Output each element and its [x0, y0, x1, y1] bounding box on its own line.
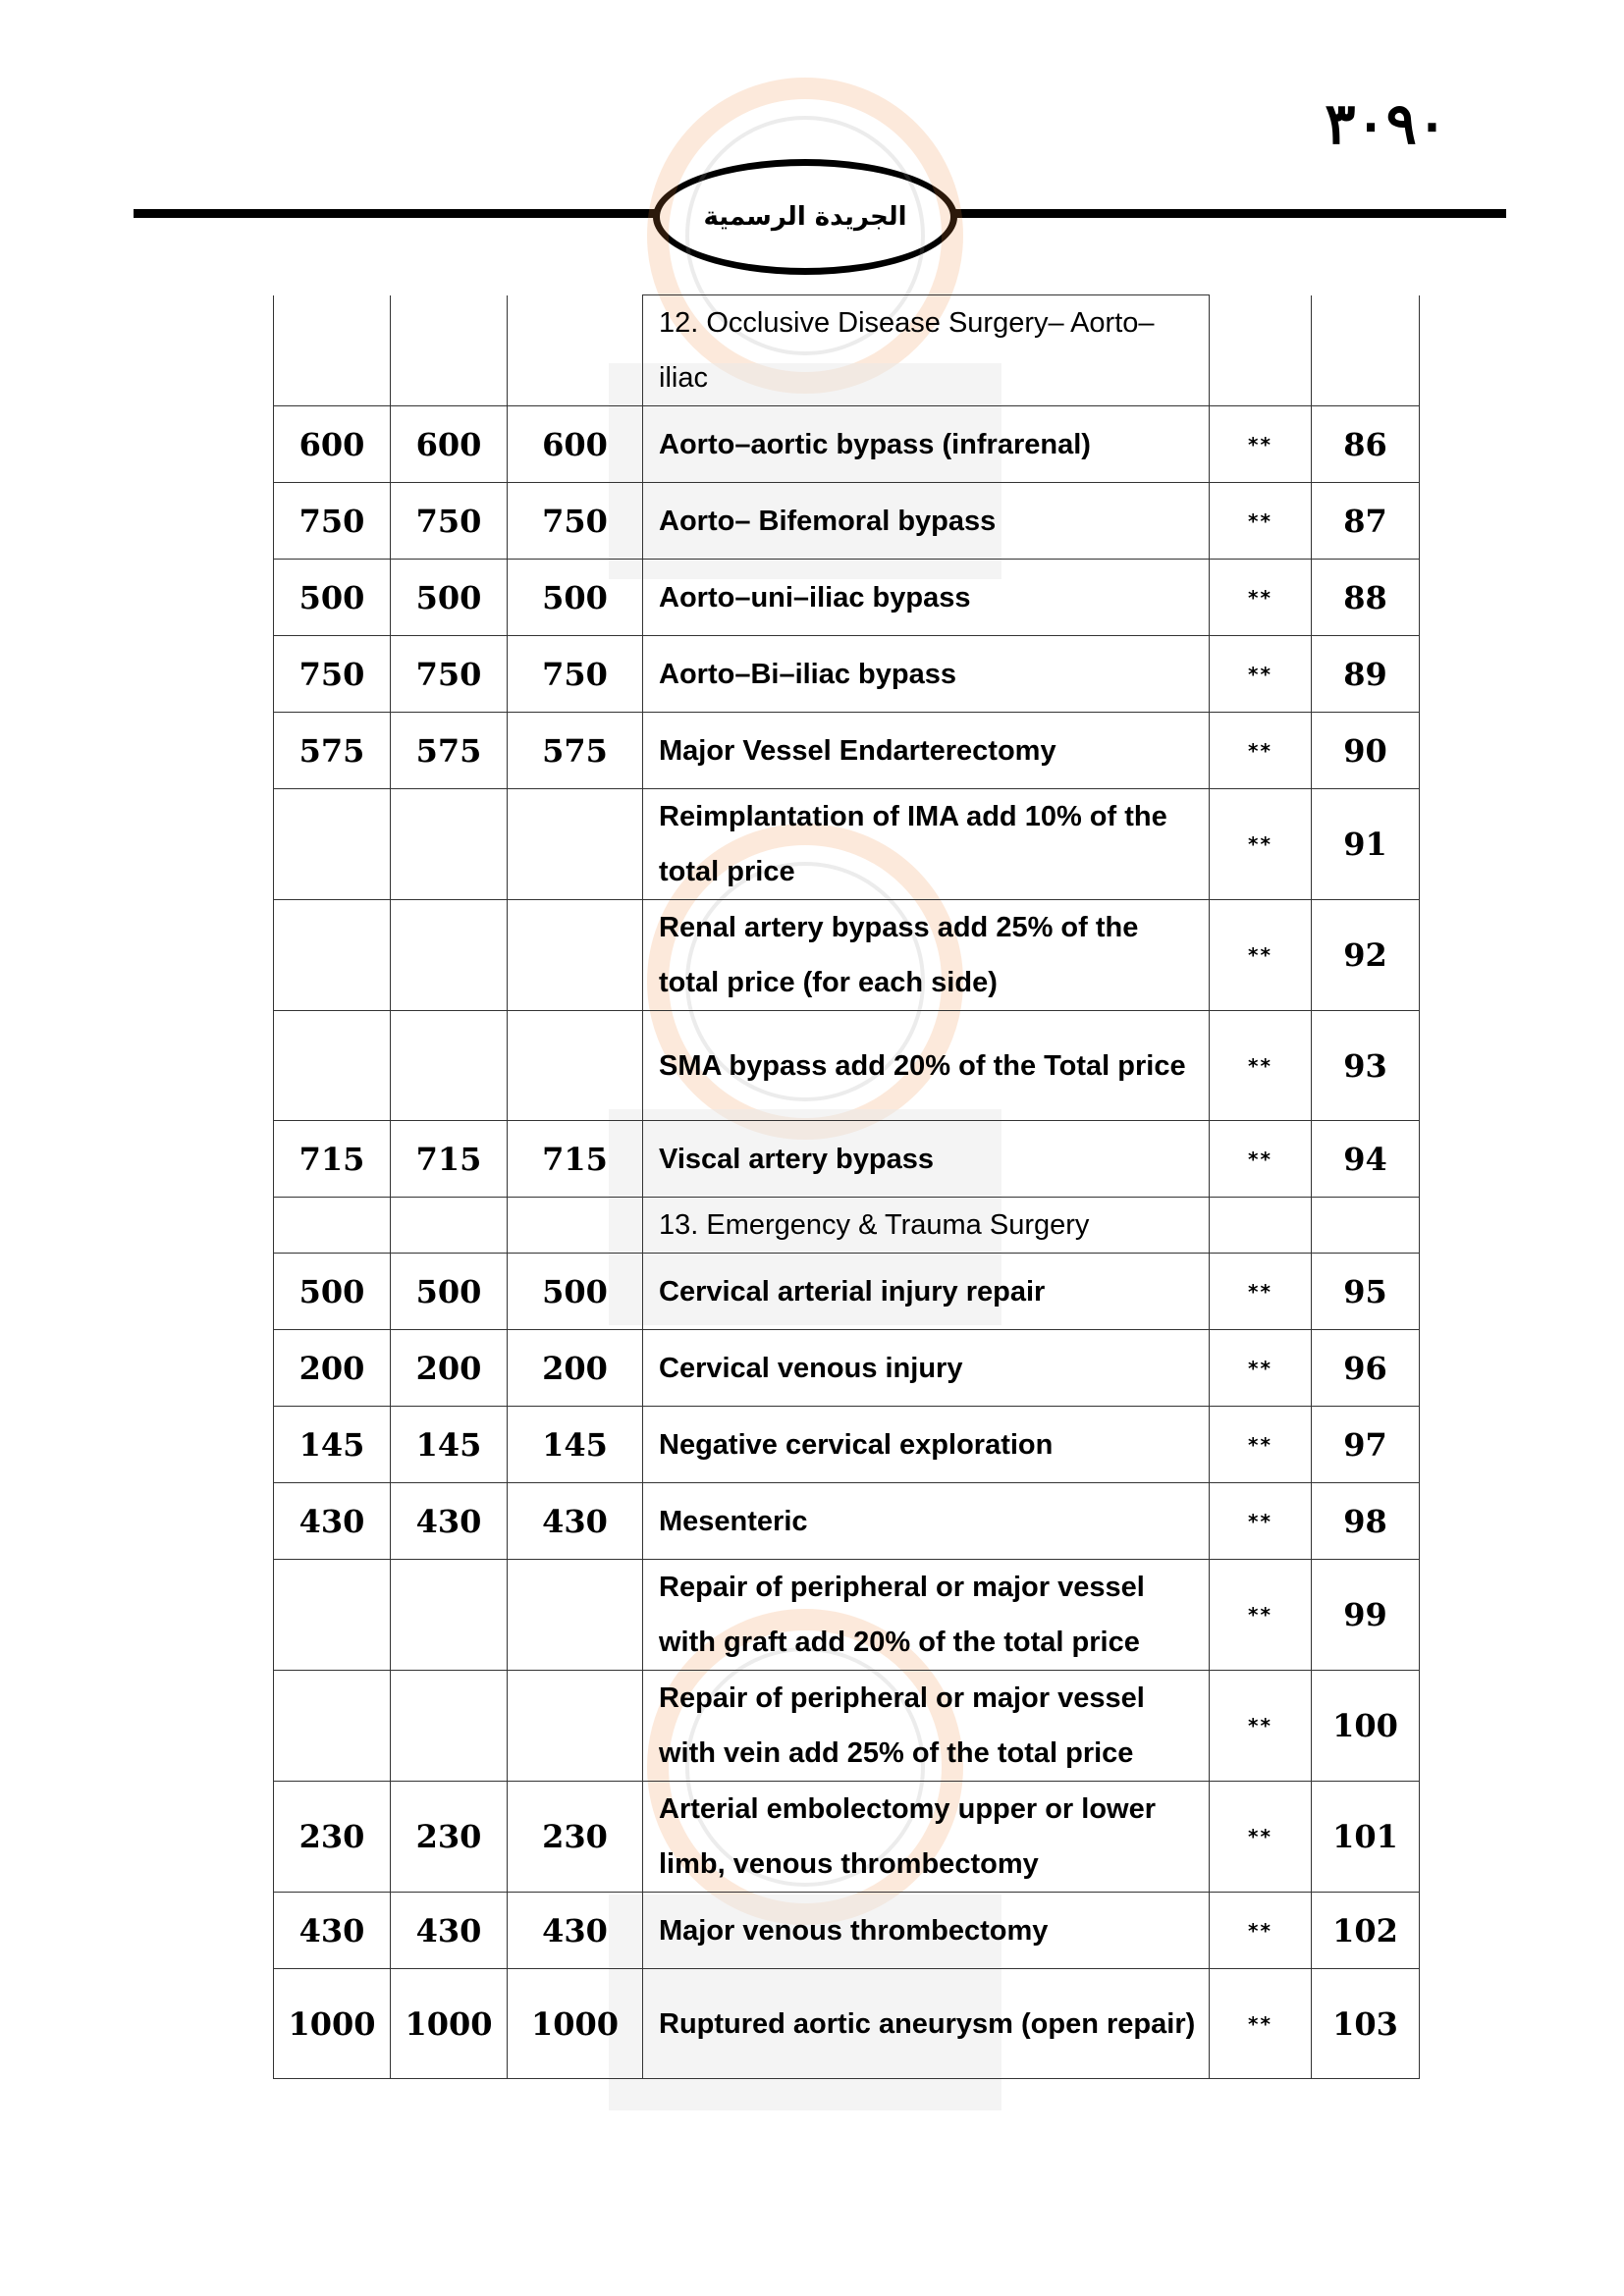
empty-cell — [1312, 1198, 1420, 1254]
item-number: 91 — [1312, 789, 1420, 900]
price-col-2: 230 — [391, 1782, 508, 1893]
price-col-1 — [274, 1560, 391, 1671]
price-col-1: 430 — [274, 1893, 391, 1969]
item-number: 103 — [1312, 1969, 1420, 2079]
item-number: 97 — [1312, 1407, 1420, 1483]
item-number: 90 — [1312, 713, 1420, 789]
price-col-2: 575 — [391, 713, 508, 789]
section-title: 13. Emergency & Trauma Surgery — [643, 1198, 1210, 1254]
marker: ** — [1210, 1011, 1312, 1121]
marker: ** — [1210, 1560, 1312, 1671]
marker: ** — [1210, 636, 1312, 713]
marker: ** — [1210, 1330, 1312, 1407]
price-col-3 — [508, 789, 643, 900]
procedure-description: Renal artery bypass add 25% of the total price (for each side) — [643, 900, 1210, 1011]
price-col-1 — [274, 1011, 391, 1121]
price-col-2: 500 — [391, 1254, 508, 1330]
marker: ** — [1210, 406, 1312, 483]
marker: ** — [1210, 713, 1312, 789]
price-col-1: 500 — [274, 1254, 391, 1330]
price-col-3: 500 — [508, 560, 643, 636]
procedure-description: Cervical venous injury — [643, 1330, 1210, 1407]
procedure-description: Cervical arterial injury repair — [643, 1254, 1210, 1330]
price-col-2: 430 — [391, 1483, 508, 1560]
table-row — [274, 1782, 1420, 1893]
table-row — [274, 406, 1420, 483]
gazette-title: الجريدة الرسمية — [703, 202, 907, 232]
price-col-3: 200 — [508, 1330, 643, 1407]
page-number: ٣٠٩٠ — [1325, 90, 1447, 157]
table-row — [274, 1893, 1420, 1969]
price-col-3: 230 — [508, 1782, 643, 1893]
price-col-1: 750 — [274, 483, 391, 560]
price-col-2 — [391, 900, 508, 1011]
item-number: 93 — [1312, 1011, 1420, 1121]
table-row — [274, 636, 1420, 713]
item-number: 88 — [1312, 560, 1420, 636]
item-number: 86 — [1312, 406, 1420, 483]
table-row — [274, 1330, 1420, 1407]
price-col-2: 750 — [391, 483, 508, 560]
price-col-3: 430 — [508, 1483, 643, 1560]
procedure-description: Negative cervical exploration — [643, 1407, 1210, 1483]
price-col-1: 145 — [274, 1407, 391, 1483]
section-header-row — [274, 295, 1420, 406]
price-col-2: 715 — [391, 1121, 508, 1198]
table-row — [274, 1407, 1420, 1483]
marker: ** — [1210, 1671, 1312, 1782]
table-row — [274, 900, 1420, 1011]
price-col-1 — [274, 900, 391, 1011]
item-number: 94 — [1312, 1121, 1420, 1198]
price-col-3: 750 — [508, 636, 643, 713]
procedure-description: Aorto– Bifemoral bypass — [643, 483, 1210, 560]
price-col-1: 750 — [274, 636, 391, 713]
price-col-3: 145 — [508, 1407, 643, 1483]
item-number: 98 — [1312, 1483, 1420, 1560]
price-col-1: 1000 — [274, 1969, 391, 2079]
price-col-3 — [508, 900, 643, 1011]
empty-cell — [391, 1198, 508, 1254]
table-row — [274, 1969, 1420, 2079]
price-col-2: 200 — [391, 1330, 508, 1407]
price-col-1: 500 — [274, 560, 391, 636]
item-number: 102 — [1312, 1893, 1420, 1969]
marker: ** — [1210, 1782, 1312, 1893]
empty-cell — [391, 295, 508, 406]
price-col-1: 600 — [274, 406, 391, 483]
item-number: 87 — [1312, 483, 1420, 560]
item-number: 89 — [1312, 636, 1420, 713]
procedure-description: Repair of peripheral or major vessel with graft add 20% of the total price — [643, 1560, 1210, 1671]
empty-cell — [274, 295, 391, 406]
price-col-3: 1000 — [508, 1969, 643, 2079]
price-col-2: 145 — [391, 1407, 508, 1483]
item-number: 101 — [1312, 1782, 1420, 1893]
empty-cell — [274, 1198, 391, 1254]
table-row — [274, 789, 1420, 900]
item-number: 99 — [1312, 1560, 1420, 1671]
price-col-3: 600 — [508, 406, 643, 483]
price-col-1: 715 — [274, 1121, 391, 1198]
price-col-2: 500 — [391, 560, 508, 636]
price-col-1: 230 — [274, 1782, 391, 1893]
procedure-description: Aorto–Bi–iliac bypass — [643, 636, 1210, 713]
marker: ** — [1210, 1407, 1312, 1483]
item-number: 96 — [1312, 1330, 1420, 1407]
marker: ** — [1210, 560, 1312, 636]
procedure-description: Repair of peripheral or major vessel with vein add 25% of the total price — [643, 1671, 1210, 1782]
table-row — [274, 1483, 1420, 1560]
table-row — [274, 713, 1420, 789]
price-col-3: 750 — [508, 483, 643, 560]
price-col-2: 1000 — [391, 1969, 508, 2079]
price-col-1 — [274, 789, 391, 900]
marker: ** — [1210, 1893, 1312, 1969]
procedure-description: Aorto–uni–iliac bypass — [643, 560, 1210, 636]
empty-cell — [508, 295, 643, 406]
marker: ** — [1210, 483, 1312, 560]
table-row — [274, 483, 1420, 560]
price-col-3 — [508, 1671, 643, 1782]
price-col-1: 200 — [274, 1330, 391, 1407]
price-col-2 — [391, 1560, 508, 1671]
item-number: 100 — [1312, 1671, 1420, 1782]
gazette-header-badge — [653, 159, 957, 275]
procedure-description: Major venous thrombectomy — [643, 1893, 1210, 1969]
section-title: 12. Occlusive Disease Surgery– Aorto–iliac — [643, 295, 1210, 406]
procedure-description: Aorto–aortic bypass (infrarenal) — [643, 406, 1210, 483]
marker: ** — [1210, 1969, 1312, 2079]
empty-cell — [1312, 295, 1420, 406]
procedure-description: Viscal artery bypass — [643, 1121, 1210, 1198]
procedure-description: Arterial embolectomy upper or lower limb, venous thrombectomy — [643, 1782, 1210, 1893]
fee-table — [273, 294, 1420, 2079]
price-col-1: 575 — [274, 713, 391, 789]
procedure-description: SMA bypass add 20% of the Total price — [643, 1011, 1210, 1121]
price-col-3 — [508, 1560, 643, 1671]
price-col-2 — [391, 789, 508, 900]
price-col-2: 600 — [391, 406, 508, 483]
item-number: 95 — [1312, 1254, 1420, 1330]
price-col-2 — [391, 1671, 508, 1782]
price-col-2: 430 — [391, 1893, 508, 1969]
table-row — [274, 1011, 1420, 1121]
table-row — [274, 560, 1420, 636]
price-col-3: 500 — [508, 1254, 643, 1330]
table-row — [274, 1254, 1420, 1330]
marker: ** — [1210, 900, 1312, 1011]
procedure-description: Mesenteric — [643, 1483, 1210, 1560]
section-header-row — [274, 1198, 1420, 1254]
marker: ** — [1210, 789, 1312, 900]
table-row — [274, 1121, 1420, 1198]
item-number: 92 — [1312, 900, 1420, 1011]
marker: ** — [1210, 1121, 1312, 1198]
price-col-3: 430 — [508, 1893, 643, 1969]
table-row — [274, 1671, 1420, 1782]
price-col-1: 430 — [274, 1483, 391, 1560]
procedure-description: Ruptured aortic aneurysm (open repair) — [643, 1969, 1210, 2079]
empty-cell — [1210, 295, 1312, 406]
price-col-3: 575 — [508, 713, 643, 789]
price-col-2: 750 — [391, 636, 508, 713]
fee-table-body — [274, 295, 1420, 2079]
price-col-2 — [391, 1011, 508, 1121]
price-col-3: 715 — [508, 1121, 643, 1198]
empty-cell — [1210, 1198, 1312, 1254]
marker: ** — [1210, 1483, 1312, 1560]
empty-cell — [508, 1198, 643, 1254]
procedure-description: Major Vessel Endarterectomy — [643, 713, 1210, 789]
price-col-1 — [274, 1671, 391, 1782]
marker: ** — [1210, 1254, 1312, 1330]
procedure-description: Reimplantation of IMA add 10% of the total price — [643, 789, 1210, 900]
price-col-3 — [508, 1011, 643, 1121]
table-row — [274, 1560, 1420, 1671]
